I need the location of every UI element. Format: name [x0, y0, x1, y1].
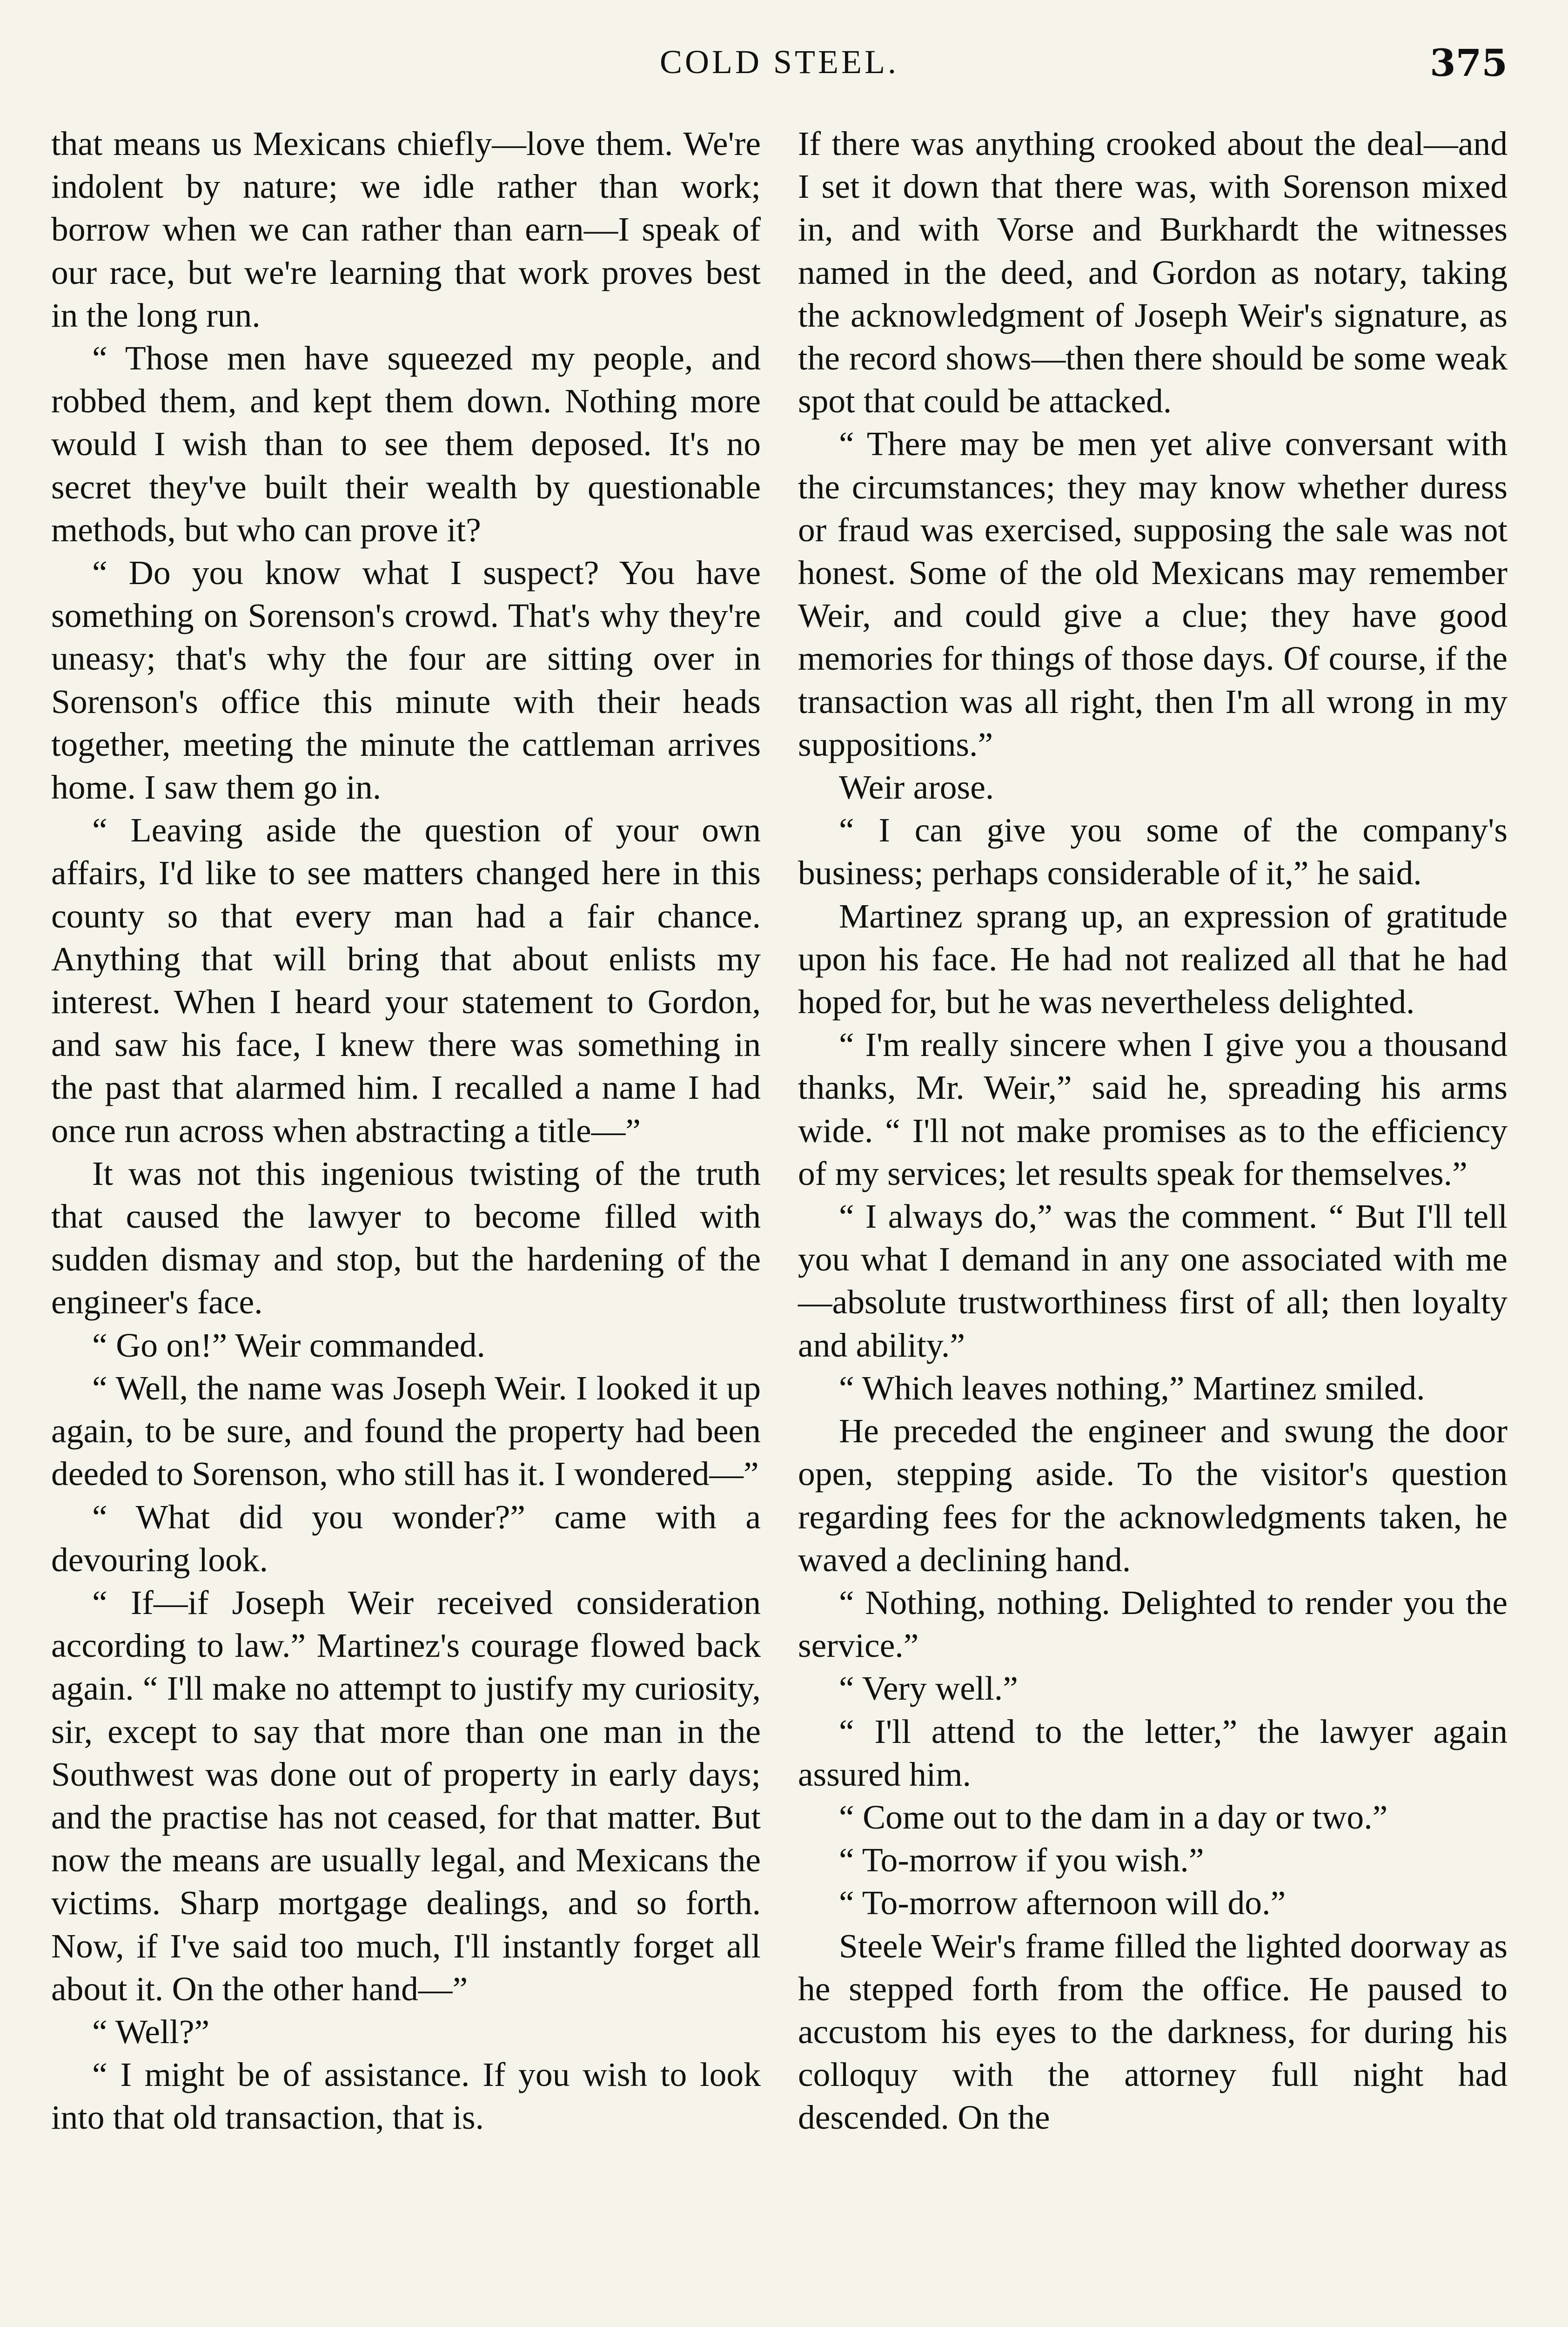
paragraph: “ Well?” [92, 2012, 210, 2051]
paragraph: Weir arose. [839, 768, 994, 807]
paragraph: Steele Weir's frame filled the lighted doorway as he stepped forth from the office. He paused to accustom his eyes to the darkness, for during his colloquy with the attorney full night had descended. On the [798, 1926, 1508, 2137]
paragraph: “ Leaving aside the question of your own affairs, I'd like to see matters changed here in this county so that every man had a fair chance. Anything that will bring that about enlists my interest. When I heard your statement to Gordon, and saw his face, I knew there was something in the past that alarmed him. I recalled a name I had once run across when abstracting a title—” [51, 811, 761, 1150]
paragraph: “ I always do,” was the comment. “ But I'll tell you what I demand in any one associated with me—absolute trustworthiness first of all; then loyalty and ability.” [798, 1197, 1508, 1364]
paragraph: “ Which leaves nothing,” Martinez smiled. [839, 1368, 1425, 1407]
paragraph: “ Well, the name was Joseph Weir. I looked it up again, to be sure, and found the property had been deeded to Sorenson, who still has it. I wondered—” [51, 1368, 761, 1493]
paragraph: “ I can give you some of the company's business; perhaps considerable of it,” he said. [798, 811, 1508, 892]
paragraph: “ Go on!” Weir commanded. [92, 1325, 485, 1364]
page-number: 375 [1430, 41, 1508, 85]
paragraph: “ Those men have squeezed my people, and robbed them, and kept them down. Nothing more would I wish than to see them deposed. It's no secret they've built their wealth by questionable methods, but who can prove it? [51, 339, 761, 549]
paragraph: “ I'm really sincere when I give you a thousand thanks, Mr. Weir,” said he, spreading his arms wide. “ I'll not make promises as to the efficiency of my services; let results speak for themselves.” [798, 1025, 1508, 1192]
paragraph: “ To-morrow afternoon will do.” [839, 1883, 1286, 1922]
running-title: COLD STEEL. [660, 43, 899, 81]
right-column [798, 122, 1508, 2139]
paragraph: “ There may be men yet alive conversant with the circumstances; they may know whether duress or fraud was exercised, supposing the sale was not honest. Some of the old Mexicans may remember Weir, and could give a clue; they have good memories for things of those days. Of course, if the transaction was all right, then I'm all wrong in my suppositions.” [798, 424, 1508, 763]
paragraph: “ If—if Joseph Weir received consideration according to law.” Martinez's courage flowed back again. “ I'll make no attempt to justify my curiosity, sir, except to say that more than one man in the Southwest was done out of property in early days; and the practise has not ceased, for that matter. But now the means are usually legal, and Mexicans the victims. Sharp mortgage dealings, and so forth. Now, if I've said too much, I'll instantly forget all about it. On the other hand—” [51, 1583, 761, 2008]
paragraph: that means us Mexicans chiefly—love them. We're indolent by nature; we idle rather than work; borrow when we can rather than earn—I speak of our race, but we're learning that work proves best in the long run. [51, 124, 761, 334]
paragraph: If there was anything crooked about the deal—and I set it down that there was, with Sorenson mixed in, and with Vorse and Burkhardt the witnesses named in the deed, and Gordon as notary, taking the acknowledgment of Joseph Weir's signature, as the record shows—then there should be some weak spot that could be attacked. [798, 124, 1508, 420]
paragraph: “ What did you wonder?” came with a devouring look. [51, 1497, 761, 1579]
paragraph: He preceded the engineer and swung the door open, stepping aside. To the visitor's question regarding fees for the acknowledgments taken, he waved a declining hand. [798, 1412, 1508, 1579]
paragraph: “ To-morrow if you wish.” [839, 1841, 1204, 1879]
paragraph: Martinez sprang up, an expression of gratitude upon his face. He had not realized all that he had hoped for, but he was nevertheless delighted. [798, 896, 1508, 1021]
paragraph: “ I'll attend to the letter,” the lawyer again assured him. [798, 1712, 1508, 1793]
paragraph: “ Nothing, nothing. Delighted to render you the service.” [798, 1583, 1508, 1665]
paragraph: “ Very well.” [839, 1669, 1018, 1708]
paragraph: “ I might be of assistance. If you wish to look into that old transaction, that is. [51, 2055, 761, 2137]
paragraph: “ Do you know what I suspect? You have something on Sorenson's crowd. That's why they're uneasy; that's why the four are sitting over in Sorenson's office this minute with their heads together, meeting the minute the cattleman arrives home. I saw them go in. [51, 553, 761, 807]
paragraph: It was not this ingenious twisting of the truth that caused the lawyer to become filled with sudden dismay and stop, but the hardening of the engineer's face. [51, 1154, 761, 1321]
paragraph: “ Come out to the dam in a day or two.” [839, 1797, 1388, 1836]
running-head [51, 43, 1508, 89]
left-column [51, 122, 761, 2139]
